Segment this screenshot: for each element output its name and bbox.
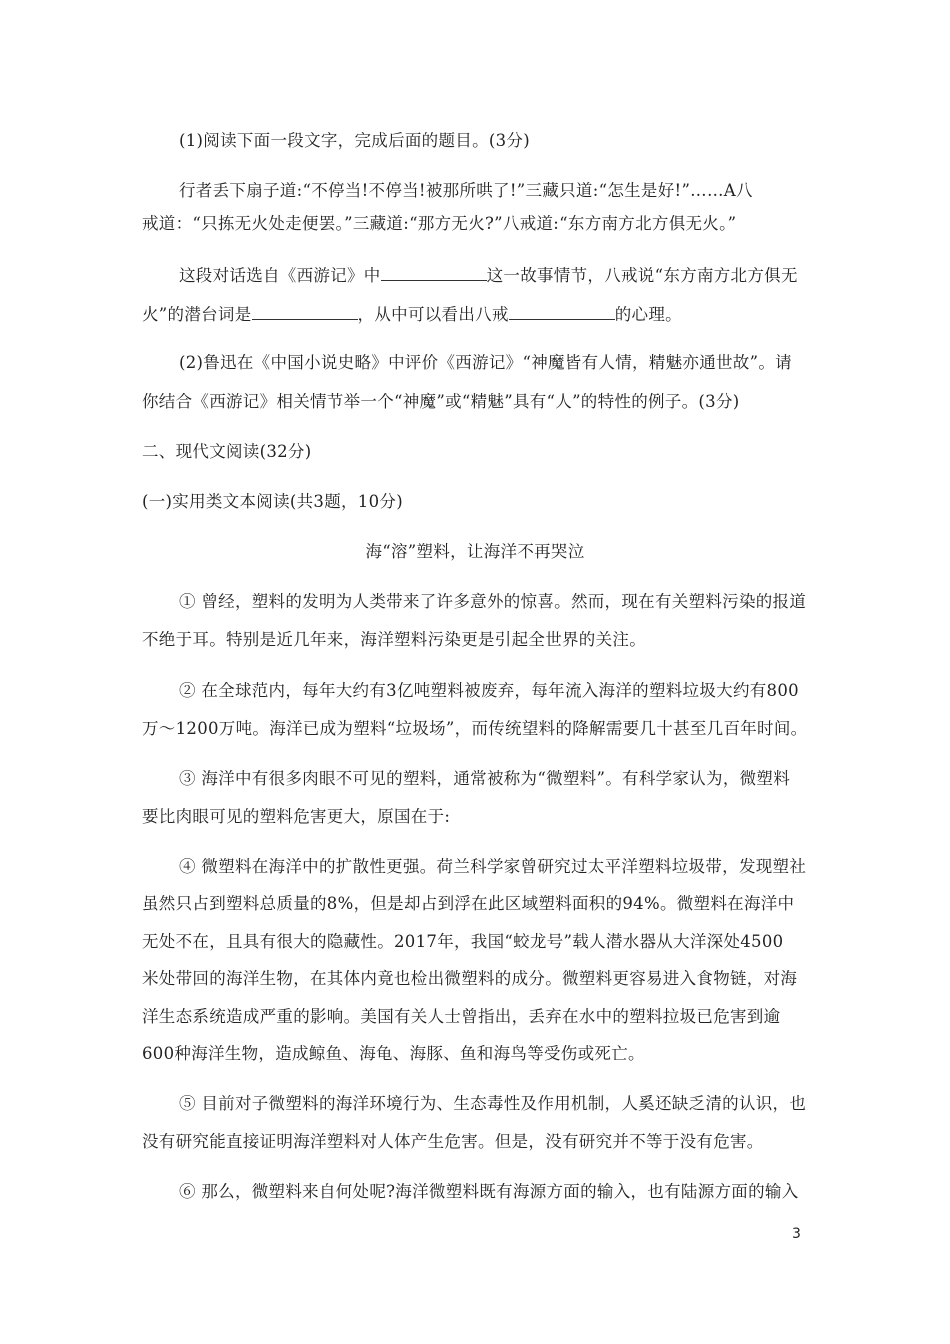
paragraph-line: 米处带回的海洋生物，在其体内竟也检出微塑料的成分。微塑料更容易进入食物链，对海	[142, 969, 798, 988]
paragraph-line: ④ 微塑料在海洋中的扩散性更强。荷兰科学家曾研究过太平洋塑料垃圾带，发现塑社	[179, 857, 807, 876]
paragraph-line: 万～1200万吨。海洋已成为塑料“垃圾场”，而传统望料的降解需要几十甚至几百年时间。	[142, 719, 808, 738]
q2-line: (2)鲁迅在《中国小说史略》中评价《西游记》“神魔皆有人情，精魅亦通世故”。请	[179, 353, 792, 372]
question-line	[142, 303, 682, 326]
paragraph-line: ② 在全球范内，每年大约有3亿吨塑料被废弃，每年流入海洋的塑料垃圾大约有800	[179, 681, 799, 700]
section-heading: 二、现代文阅读(32分)	[142, 442, 312, 461]
q2-line: 你结合《西游记》相关情节举一个“神魔”或“精魅”具有“人”的特性的例子。(3分)	[142, 392, 740, 411]
page-number: 3	[792, 1226, 801, 1242]
question-text: ，从中可以看出八戒	[357, 305, 509, 324]
paragraph-line: 要比肉眼可见的塑料危害更大，原国在于:	[142, 807, 451, 826]
question-text: 的心理。	[614, 305, 682, 324]
question-text: 这一故事情节，八戒说“东方南方北方俱无	[486, 266, 798, 285]
dialogue-line: 行者丢下扇子道:“不停当!不停当!被那所哄了!”三藏只道:“怎生是好!”……A八	[179, 181, 753, 200]
section-subheading: (一)实用类文本阅读(共3题，10分)	[142, 492, 403, 511]
paragraph-line: ① 曾经，塑料的发明为人类带来了许多意外的惊喜。然而，现在有关塑料污染的报道	[179, 592, 807, 611]
paragraph-line: ⑤ 目前对子微塑料的海洋环境行为、生态毒性及作用机制，人奚还缺乏清的认识，也	[179, 1094, 807, 1113]
q1-heading: (1)阅读下面一段文字，完成后面的题目。(3分)	[179, 131, 530, 150]
paragraph-line: 600种海洋生物，造成鲸鱼、海龟、海豚、鱼和海鸟等受伤或死亡。	[142, 1044, 645, 1063]
dialogue-line: 戒道：“只拣无火处走便罢。”三藏道:“那方无火?”八戒道:“东方南方北方俱无火。”	[142, 214, 737, 233]
question-text: 火”的潜台词是	[142, 305, 252, 324]
paragraph-line: 不绝于耳。特别是近几年来，海洋塑料污染更是引起全世界的关注。	[142, 630, 646, 649]
question-line	[179, 264, 798, 287]
paragraph-line: ⑥ 那么，微塑料来自何处呢?海洋微塑料既有海源方面的输入，也有陆源方面的输入	[179, 1182, 799, 1201]
article-title: 海“溶”塑料，让海洋不再哭泣	[365, 542, 585, 561]
paragraph-line: 虽然只占到塑料总质量的8%，但是却占到浮在此区域塑料面积的94%。微塑料在海洋中	[142, 894, 795, 913]
paragraph-line: ③ 海洋中有很多肉眼不可见的塑料，通常被称为“微塑料”。有科学家认为，微塑料	[179, 769, 791, 788]
answer-blank-psychology[interactable]	[509, 303, 615, 320]
answer-blank-story[interactable]	[381, 264, 487, 281]
paragraph-line: 洋生态系统造成严重的影响。美国有关人士曾指出，丢弃在水中的塑料拉圾已危害到逾	[142, 1007, 781, 1026]
paragraph-line: 无处不在，且具有很大的隐藏性。2017年，我国“蛟龙号”载人潜水器从大洋深处4500	[142, 932, 784, 951]
answer-blank-subtext[interactable]	[252, 303, 358, 320]
question-text: 这段对话选自《西游记》中	[179, 266, 381, 285]
paragraph-line: 没有研究能直接证明海洋塑料对人体产生危害。但是，没有研究并不等于没有危害。	[142, 1132, 764, 1151]
